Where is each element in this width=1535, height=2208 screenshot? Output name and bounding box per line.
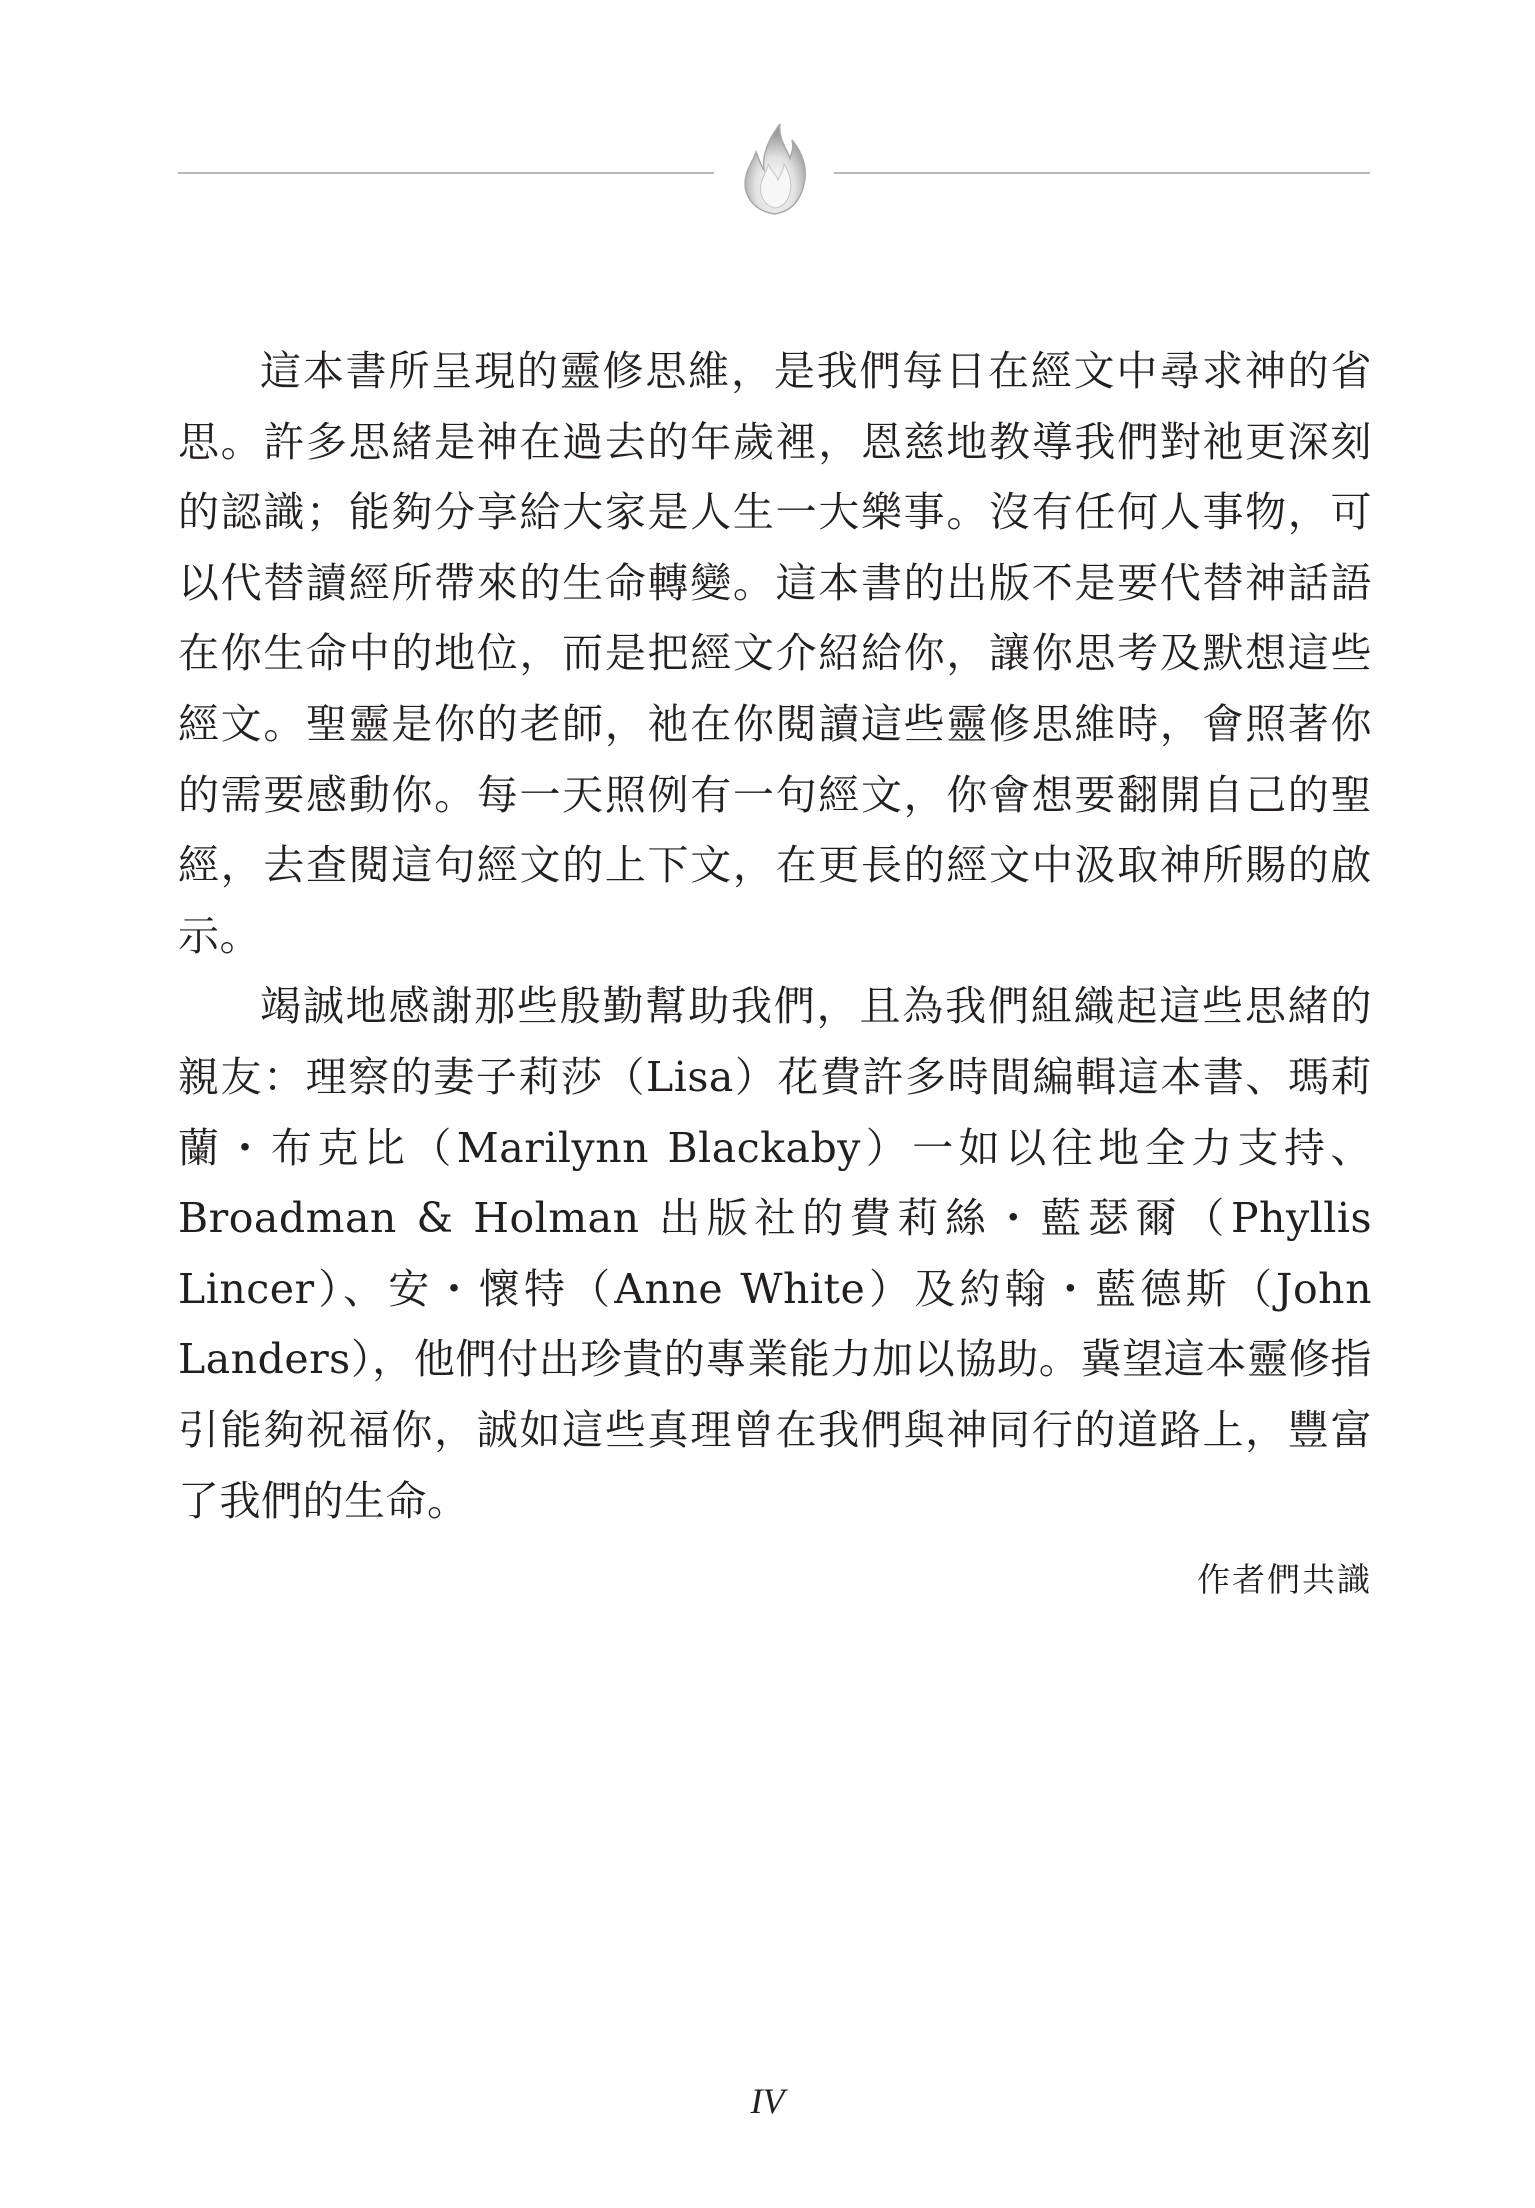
header-rule-right xyxy=(834,172,1370,174)
paragraph-1: 這本書所呈現的靈修思維，是我們每日在經文中尋求神的省思。許多思緒是神在過去的年歲裡，恩慈地教導我們對祂更深刻的認識；能夠分享給大家是人生一大樂事。沒有任何人事物，可以代替讀經所帶來的生命轉變。這本書的出版不是要代替神話語在你生命中的地位，而是把經文介紹給你，讓你思考及默想這些經文。聖靈是你的老師，祂在你閱讀這些靈修思維時，會照著你的需要感動你。每一天照例有一句經文，你會想要翻開自己的聖經，去查閱這句經文的上下文，在更長的經文中汲取神所賜的啟示。 xyxy=(178,347,1372,960)
page-number: IV xyxy=(750,2081,785,2121)
body-text xyxy=(178,336,1372,1536)
flame-icon xyxy=(734,118,814,218)
header-rule-left xyxy=(178,172,714,174)
paragraph-2: 竭誠地感謝那些殷勤幫助我們，且為我們組織起這些思緒的親友：理察的妻子莉莎（Lisa）花費許多時間編輯這本書、瑪莉蘭・布克比（Marilynn Blackaby）一如以往地全力支持、Broadman & Holman 出版社的費莉絲・藍瑟爾（Phyllis Lincer）、安・懷特（Anne White）及約翰・藍德斯（John Landers），他們付出珍貴的專業能力加以協助。冀望這本靈修指引能夠祝福你，誠如這些真理曾在我們與神同行的道路上，豐富了我們的生命。 xyxy=(178,982,1372,1525)
signature: 作者們共識 xyxy=(1197,1560,1372,1599)
